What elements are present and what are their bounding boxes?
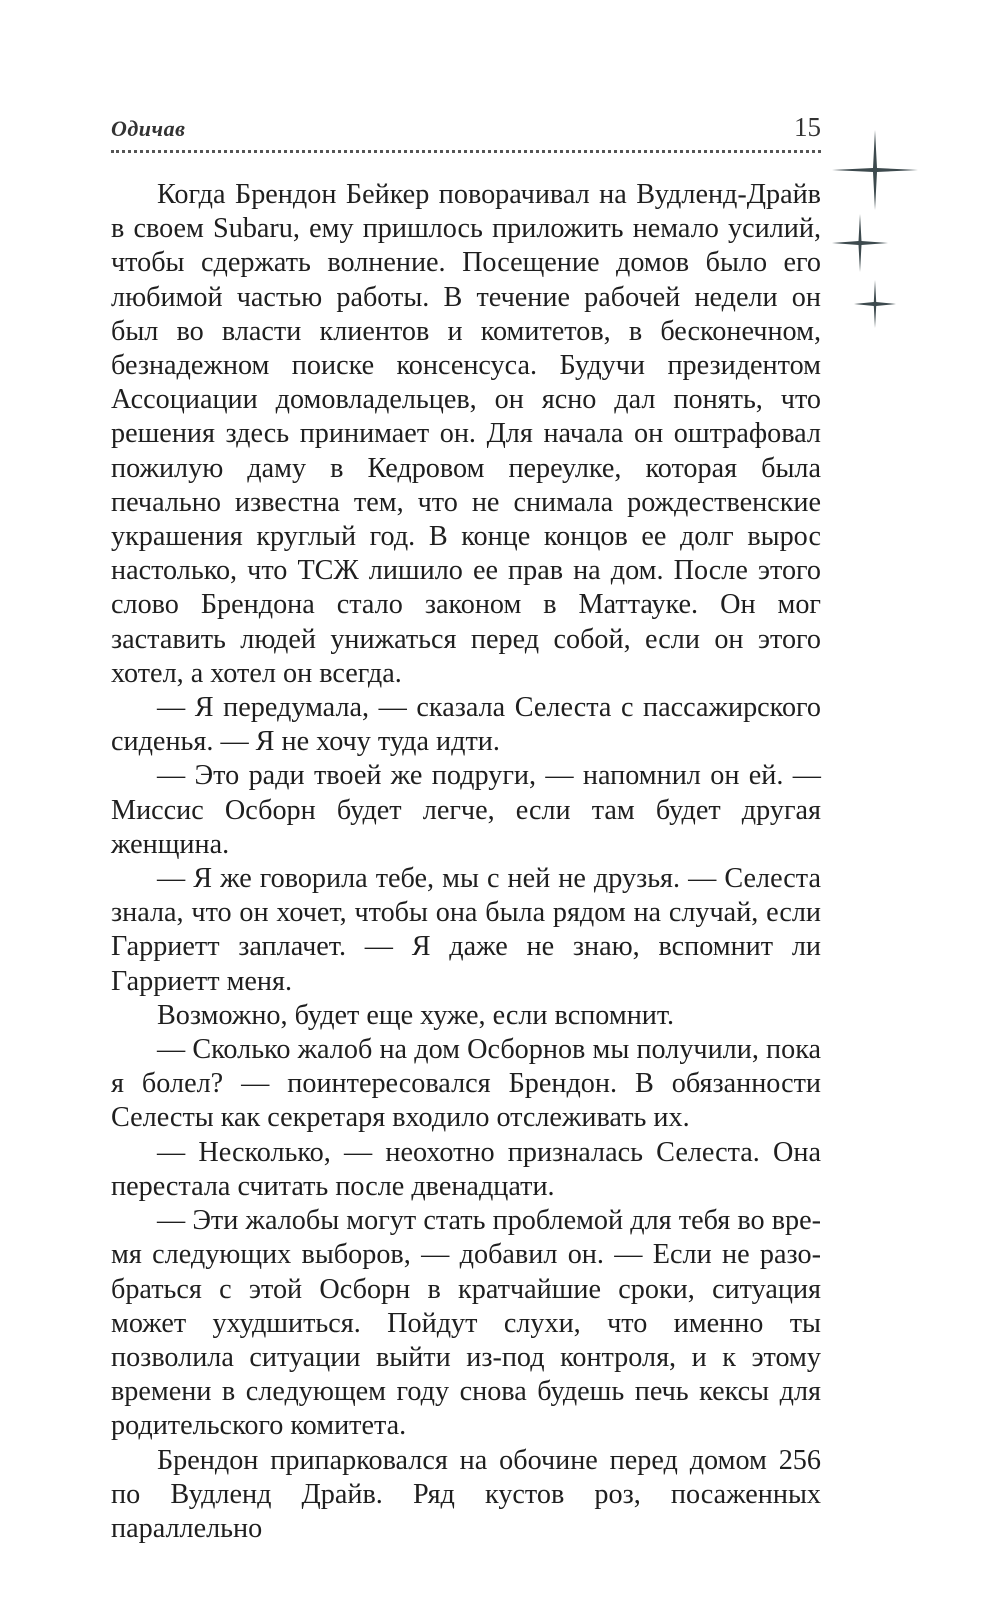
paragraph: Когда Брендон Бейкер поворачивал на Вудленд-Драйв в своем Subaru, ему пришлось приложить немало усилий, чтобы сдержать волнение. Посещение домов было его любимой частью работы. В течение рабочей недели он был во власти клиентов и комитетов, в бесконечном, безнадежном поиске консенсуса. Будучи президентом Ассоциации домовладельцев, он ясно дал понять, что решения здесь принимает он. Для начала он оштрафовал пожилую даму в Кедровом переулке, которая была печально известна тем, что не снимала рождественские украшения круглый год. В конце концов ее долг вырос настолько, что ТСЖ лишило ее прав на дом. После этого слово Брендона стало законом в Маттауке. Он мог заставить людей унижаться перед собой, если он этого хотел, а хотел он всегда. bbox=[111, 179, 821, 689]
body-text bbox=[111, 178, 821, 1546]
header-dotted-rule bbox=[111, 150, 821, 153]
paragraph: — Сколько жалоб на дом Осборнов мы получили, пока я болел? — поинтересовался Брендон. В обязанности Селесты как секретаря входило отслеживать их. bbox=[111, 1034, 821, 1134]
paragraph: — Я же говорила тебе, мы с ней не друзья. — Селеста знала, что он хочет, чтобы она была рядом на случай, если Гарриетт заплачет. — Я даже не знаю, вспомнит ли Гарриетт меня. bbox=[111, 863, 821, 997]
paragraph: — Это ради твоей же подруги, — напомнил он ей. — Миссис Осборн будет легче, если там будет другая женщина. bbox=[111, 760, 821, 860]
paragraph: — Я передумала, — сказала Селеста с пассажирского сиденья. — Я не хочу туда идти. bbox=[111, 692, 821, 758]
running-title: Одичав bbox=[111, 116, 186, 141]
paragraph: Брендон припарковался на обочине перед домом 256 по Вудленд Драйв. Ряд кустов роз, посаженных параллельно bbox=[111, 1444, 821, 1544]
paragraph: — Эти жалобы могут стать проблемой для тебя во время следующих выборов, — добавил он. — Если не разобраться с этой Осборн в кратчайшие сроки, ситуация может ухудшиться. Пойдут слухи, что именно ты позволила ситуации выйти из-под контроля, и к этому времени в следующем году снова будешь печь кексы для родительского комитета. bbox=[111, 1205, 821, 1442]
page-number: 15 bbox=[794, 112, 821, 142]
paragraph: — Несколько, — неохотно призналась Селеста. Она перестала считать после двенадцати. bbox=[111, 1136, 821, 1202]
paragraph: Возможно, будет еще хуже, если вспомнит. bbox=[157, 999, 675, 1031]
sparkle-stars-icon bbox=[830, 130, 920, 330]
running-header bbox=[111, 112, 821, 148]
